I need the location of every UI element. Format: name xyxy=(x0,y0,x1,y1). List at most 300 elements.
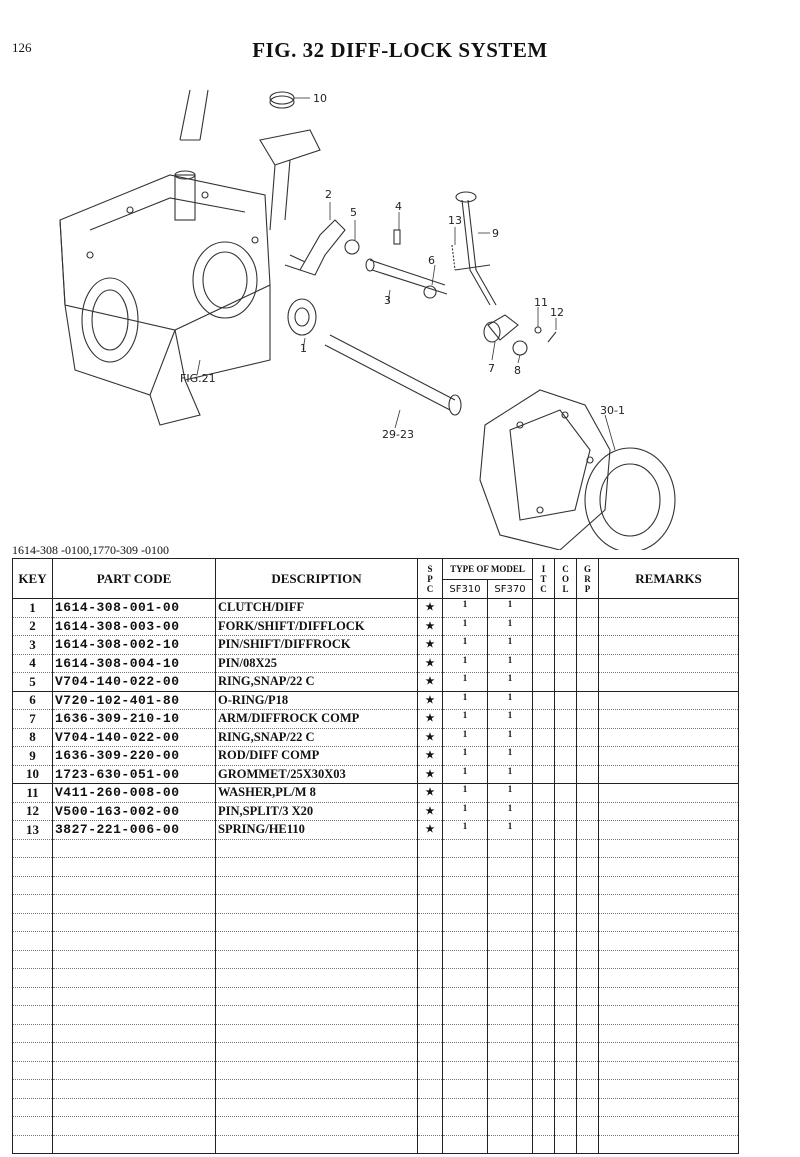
cell-empty xyxy=(577,1024,599,1043)
cell-empty xyxy=(53,1006,216,1025)
cell-empty xyxy=(216,876,418,895)
cell-q2: 1 xyxy=(488,747,533,766)
cell-empty xyxy=(533,858,555,877)
cell-q2: 1 xyxy=(488,821,533,840)
cell-empty xyxy=(577,728,599,747)
cell-empty xyxy=(53,1080,216,1099)
cell-empty xyxy=(555,1080,577,1099)
cell-empty xyxy=(599,895,739,914)
header-itc: I T C xyxy=(533,559,555,599)
cell-key: 5 xyxy=(13,673,53,692)
table-row xyxy=(13,969,739,988)
cell-empty xyxy=(599,1080,739,1099)
cell-empty xyxy=(53,1043,216,1062)
cell-empty xyxy=(418,1061,443,1080)
cell-empty xyxy=(555,617,577,636)
cell-empty xyxy=(53,987,216,1006)
parts-table-body xyxy=(13,599,739,1154)
cell-empty xyxy=(555,1024,577,1043)
cell-empty xyxy=(418,950,443,969)
cell-empty xyxy=(53,913,216,932)
cell-empty xyxy=(533,747,555,766)
cell-empty xyxy=(488,1006,533,1025)
table-row xyxy=(13,987,739,1006)
cell-empty xyxy=(443,876,488,895)
cell-empty xyxy=(443,895,488,914)
table-row xyxy=(13,1117,739,1136)
cell-key: 11 xyxy=(13,784,53,803)
cell-empty xyxy=(555,858,577,877)
cell-spc: ★ xyxy=(418,710,443,729)
cell-empty xyxy=(599,1098,739,1117)
header-key: KEY xyxy=(13,559,53,599)
cell-empty xyxy=(418,1117,443,1136)
cell-empty xyxy=(599,858,739,877)
cell-empty xyxy=(577,636,599,655)
cell-empty xyxy=(443,1006,488,1025)
cell-empty xyxy=(555,654,577,673)
cell-empty xyxy=(443,1043,488,1062)
cell-empty xyxy=(488,950,533,969)
table-row xyxy=(13,599,739,618)
cell-empty xyxy=(13,987,53,1006)
cell-q1: 1 xyxy=(443,636,488,655)
cell-empty xyxy=(13,932,53,951)
cell-empty xyxy=(577,784,599,803)
callout-fig21: FIG.21 xyxy=(180,372,216,385)
cell-empty xyxy=(577,710,599,729)
cell-empty xyxy=(13,858,53,877)
cell-empty xyxy=(577,617,599,636)
cell-empty xyxy=(533,895,555,914)
cell-desc: PIN/SHIFT/DIFFROCK xyxy=(216,636,418,655)
cell-code: V704-140-022-00 xyxy=(53,728,216,747)
cell-empty xyxy=(555,673,577,692)
table-row xyxy=(13,636,739,655)
callout-2: 2 xyxy=(325,188,332,201)
cell-empty xyxy=(555,747,577,766)
cell-empty xyxy=(53,876,216,895)
cell-empty xyxy=(533,1024,555,1043)
cell-key: 12 xyxy=(13,802,53,821)
cell-empty xyxy=(555,599,577,618)
cell-spc: ★ xyxy=(418,691,443,710)
cell-empty xyxy=(577,691,599,710)
cell-desc: RING,SNAP/22 C xyxy=(216,728,418,747)
table-row xyxy=(13,1006,739,1025)
cell-empty xyxy=(443,969,488,988)
table-row xyxy=(13,765,739,784)
cell-q2: 1 xyxy=(488,654,533,673)
cell-empty xyxy=(488,932,533,951)
cell-empty xyxy=(53,1135,216,1154)
table-row xyxy=(13,747,739,766)
cell-code: V720-102-401-80 xyxy=(53,691,216,710)
cell-empty xyxy=(443,1135,488,1154)
cell-empty xyxy=(599,913,739,932)
cell-empty xyxy=(599,710,739,729)
cell-q1: 1 xyxy=(443,691,488,710)
cell-empty xyxy=(555,728,577,747)
callout-12: 12 xyxy=(550,306,564,319)
cell-empty xyxy=(577,821,599,840)
cell-empty xyxy=(533,654,555,673)
cell-empty xyxy=(555,969,577,988)
cell-empty xyxy=(216,858,418,877)
cell-q2: 1 xyxy=(488,765,533,784)
callout-5: 5 xyxy=(350,206,357,219)
cell-q2: 1 xyxy=(488,673,533,692)
cell-empty xyxy=(216,1098,418,1117)
table-row xyxy=(13,617,739,636)
cell-empty xyxy=(599,821,739,840)
cell-empty xyxy=(533,1061,555,1080)
cell-empty xyxy=(53,895,216,914)
cell-empty xyxy=(216,1061,418,1080)
callout-4: 4 xyxy=(395,200,402,213)
cell-empty xyxy=(418,969,443,988)
cell-empty xyxy=(577,839,599,858)
cell-empty xyxy=(488,876,533,895)
cell-key: 8 xyxy=(13,728,53,747)
cell-empty xyxy=(533,1006,555,1025)
cell-empty xyxy=(599,932,739,951)
header-grp: G R P xyxy=(577,559,599,599)
table-row xyxy=(13,950,739,969)
cell-spc: ★ xyxy=(418,784,443,803)
cell-q1: 1 xyxy=(443,673,488,692)
cell-empty xyxy=(488,1024,533,1043)
cell-empty xyxy=(216,1006,418,1025)
cell-empty xyxy=(13,1098,53,1117)
cell-empty xyxy=(599,1135,739,1154)
cell-desc: FORK/SHIFT/DIFFLOCK xyxy=(216,617,418,636)
cell-empty xyxy=(488,839,533,858)
cell-spc: ★ xyxy=(418,636,443,655)
cell-spc: ★ xyxy=(418,673,443,692)
cell-empty xyxy=(533,784,555,803)
table-row xyxy=(13,895,739,914)
cell-empty xyxy=(577,987,599,1006)
cell-empty xyxy=(577,876,599,895)
table-row xyxy=(13,728,739,747)
cell-desc: ROD/DIFF COMP xyxy=(216,747,418,766)
cell-empty xyxy=(418,1080,443,1099)
cell-empty xyxy=(533,673,555,692)
cell-empty xyxy=(599,599,739,618)
cell-key: 7 xyxy=(13,710,53,729)
cell-empty xyxy=(216,969,418,988)
cell-empty xyxy=(555,1043,577,1062)
cell-empty xyxy=(488,987,533,1006)
cell-desc: CLUTCH/DIFF xyxy=(216,599,418,618)
cell-key: 13 xyxy=(13,821,53,840)
cell-code: 3827-221-006-00 xyxy=(53,821,216,840)
cell-empty xyxy=(418,839,443,858)
cell-empty xyxy=(577,858,599,877)
cell-empty xyxy=(599,1024,739,1043)
table-row xyxy=(13,710,739,729)
table-row xyxy=(13,691,739,710)
header-part-code: PART CODE xyxy=(53,559,216,599)
cell-empty xyxy=(53,1098,216,1117)
figure-title: FIG. 32 DIFF-LOCK SYSTEM xyxy=(252,38,548,62)
cell-key: 6 xyxy=(13,691,53,710)
cell-code: V704-140-022-00 xyxy=(53,673,216,692)
cell-empty xyxy=(577,1098,599,1117)
cell-spc: ★ xyxy=(418,747,443,766)
cell-empty xyxy=(577,950,599,969)
cell-empty xyxy=(443,858,488,877)
cell-empty xyxy=(533,932,555,951)
cell-empty xyxy=(488,1117,533,1136)
cell-empty xyxy=(599,876,739,895)
callout-30-1: 30-1 xyxy=(600,404,625,417)
cell-q1: 1 xyxy=(443,617,488,636)
cell-desc: RING,SNAP/22 C xyxy=(216,673,418,692)
cell-empty xyxy=(599,1117,739,1136)
cell-spc: ★ xyxy=(418,765,443,784)
cell-desc: PIN,SPLIT/3 X20 xyxy=(216,802,418,821)
cell-empty xyxy=(599,636,739,655)
callout-9: 9 xyxy=(492,227,499,240)
cell-empty xyxy=(488,895,533,914)
cell-desc: ARM/DIFFROCK COMP xyxy=(216,710,418,729)
cell-empty xyxy=(488,1098,533,1117)
cell-empty xyxy=(216,839,418,858)
cell-empty xyxy=(577,932,599,951)
header-type-of-model: TYPE OF MODEL xyxy=(443,559,533,580)
cell-empty xyxy=(577,1006,599,1025)
cell-empty xyxy=(13,1080,53,1099)
cell-empty xyxy=(443,1061,488,1080)
callout-6: 6 xyxy=(428,254,435,267)
cell-empty xyxy=(53,969,216,988)
cell-empty xyxy=(418,876,443,895)
cell-desc: PIN/08X25 xyxy=(216,654,418,673)
cell-empty xyxy=(555,636,577,655)
header-model-sf310: SF310 xyxy=(443,580,488,599)
table-row xyxy=(13,1043,739,1062)
table-row xyxy=(13,1135,739,1154)
cell-q1: 1 xyxy=(443,728,488,747)
cell-empty xyxy=(488,858,533,877)
cell-empty xyxy=(555,950,577,969)
cell-q2: 1 xyxy=(488,617,533,636)
cell-desc: WASHER,PL/M 8 xyxy=(216,784,418,803)
diagram-callouts xyxy=(180,92,625,441)
cell-empty xyxy=(555,913,577,932)
cell-spc: ★ xyxy=(418,802,443,821)
cell-empty xyxy=(13,1135,53,1154)
table-row xyxy=(13,673,739,692)
cell-empty xyxy=(13,969,53,988)
cell-empty xyxy=(418,1006,443,1025)
cell-empty xyxy=(555,691,577,710)
cell-empty xyxy=(418,1043,443,1062)
cell-empty xyxy=(555,932,577,951)
cell-empty xyxy=(418,1135,443,1154)
cell-empty xyxy=(599,673,739,692)
callout-10: 10 xyxy=(313,92,327,105)
cell-q2: 1 xyxy=(488,599,533,618)
table-row xyxy=(13,913,739,932)
cell-empty xyxy=(577,969,599,988)
cell-empty xyxy=(216,950,418,969)
cell-empty xyxy=(418,987,443,1006)
cell-empty xyxy=(418,1098,443,1117)
cell-empty xyxy=(577,1043,599,1062)
table-row xyxy=(13,1061,739,1080)
cell-empty xyxy=(418,895,443,914)
cell-empty xyxy=(443,839,488,858)
cell-empty xyxy=(13,1061,53,1080)
exploded-parts-diagram xyxy=(0,80,800,550)
cell-empty xyxy=(599,1006,739,1025)
table-row xyxy=(13,784,739,803)
cell-empty xyxy=(488,1043,533,1062)
cell-empty xyxy=(216,1043,418,1062)
cell-q2: 1 xyxy=(488,802,533,821)
cell-code: V411-260-008-00 xyxy=(53,784,216,803)
cell-empty xyxy=(53,1024,216,1043)
cell-key: 1 xyxy=(13,599,53,618)
cell-empty xyxy=(599,765,739,784)
model-reference: 1614-308 -0100,1770-309 -0100 xyxy=(12,543,169,557)
cell-empty xyxy=(533,765,555,784)
cell-empty xyxy=(533,1080,555,1099)
cell-empty xyxy=(599,691,739,710)
callout-1: 1 xyxy=(300,342,307,355)
cell-desc: SPRING/HE110 xyxy=(216,821,418,840)
cell-empty xyxy=(216,895,418,914)
cell-empty xyxy=(555,1006,577,1025)
cell-empty xyxy=(53,950,216,969)
header-col: C O L xyxy=(555,559,577,599)
cell-spc: ★ xyxy=(418,617,443,636)
cell-empty xyxy=(599,784,739,803)
cell-empty xyxy=(577,913,599,932)
cell-empty xyxy=(53,932,216,951)
cell-empty xyxy=(577,1080,599,1099)
cell-empty xyxy=(53,1117,216,1136)
table-row xyxy=(13,1080,739,1099)
cell-empty xyxy=(577,673,599,692)
cell-empty xyxy=(13,1043,53,1062)
cell-empty xyxy=(533,728,555,747)
cell-empty xyxy=(533,710,555,729)
cell-empty xyxy=(13,1024,53,1043)
header-remarks: REMARKS xyxy=(599,559,739,599)
cell-empty xyxy=(555,1098,577,1117)
cell-empty xyxy=(533,1117,555,1136)
cell-empty xyxy=(577,1117,599,1136)
cell-empty xyxy=(555,1061,577,1080)
callout-11: 11 xyxy=(534,296,548,309)
cell-empty xyxy=(533,1043,555,1062)
cell-empty xyxy=(555,1135,577,1154)
cell-spc: ★ xyxy=(418,728,443,747)
cell-key: 4 xyxy=(13,654,53,673)
cell-empty xyxy=(555,987,577,1006)
cell-empty xyxy=(13,1006,53,1025)
cell-empty xyxy=(533,802,555,821)
cell-empty xyxy=(533,1135,555,1154)
cell-empty xyxy=(443,932,488,951)
cell-empty xyxy=(443,913,488,932)
cell-empty xyxy=(577,599,599,618)
cell-empty xyxy=(488,1080,533,1099)
cell-q2: 1 xyxy=(488,784,533,803)
table-row xyxy=(13,839,739,858)
cell-q1: 1 xyxy=(443,710,488,729)
cell-empty xyxy=(216,1024,418,1043)
cell-empty xyxy=(418,913,443,932)
cell-q1: 1 xyxy=(443,802,488,821)
cell-empty xyxy=(599,1061,739,1080)
cell-empty xyxy=(53,839,216,858)
cell-spc: ★ xyxy=(418,821,443,840)
cell-code: 1614-308-003-00 xyxy=(53,617,216,636)
callout-7: 7 xyxy=(488,362,495,375)
cell-empty xyxy=(555,821,577,840)
cell-empty xyxy=(13,950,53,969)
page-number: 126 xyxy=(12,40,32,55)
cell-empty xyxy=(443,1117,488,1136)
cell-empty xyxy=(599,1043,739,1062)
cell-key: 10 xyxy=(13,765,53,784)
table-row xyxy=(13,654,739,673)
table-row xyxy=(13,821,739,840)
table-row xyxy=(13,802,739,821)
cell-q2: 1 xyxy=(488,691,533,710)
table-row xyxy=(13,932,739,951)
cell-empty xyxy=(443,1080,488,1099)
cell-empty xyxy=(488,913,533,932)
cell-empty xyxy=(555,784,577,803)
cell-empty xyxy=(599,617,739,636)
cell-empty xyxy=(533,1098,555,1117)
cell-q1: 1 xyxy=(443,747,488,766)
cell-q1: 1 xyxy=(443,599,488,618)
cell-empty xyxy=(533,691,555,710)
cell-key: 9 xyxy=(13,747,53,766)
cell-spc: ★ xyxy=(418,599,443,618)
cell-q1: 1 xyxy=(443,784,488,803)
cell-q1: 1 xyxy=(443,821,488,840)
cell-empty xyxy=(418,858,443,877)
cell-code: 1614-308-004-10 xyxy=(53,654,216,673)
callout-13: 13 xyxy=(448,214,462,227)
table-row xyxy=(13,1098,739,1117)
cell-empty xyxy=(418,1024,443,1043)
cell-empty xyxy=(13,876,53,895)
cell-empty xyxy=(533,950,555,969)
cell-empty xyxy=(599,950,739,969)
cell-empty xyxy=(533,821,555,840)
cell-empty xyxy=(443,987,488,1006)
cell-empty xyxy=(599,747,739,766)
cell-empty xyxy=(555,839,577,858)
cell-empty xyxy=(488,1135,533,1154)
cell-empty xyxy=(555,876,577,895)
cell-empty xyxy=(533,636,555,655)
callout-29-23: 29-23 xyxy=(382,428,414,441)
cell-empty xyxy=(577,895,599,914)
cell-empty xyxy=(577,747,599,766)
cell-code: 1723-630-051-00 xyxy=(53,765,216,784)
cell-empty xyxy=(533,599,555,618)
